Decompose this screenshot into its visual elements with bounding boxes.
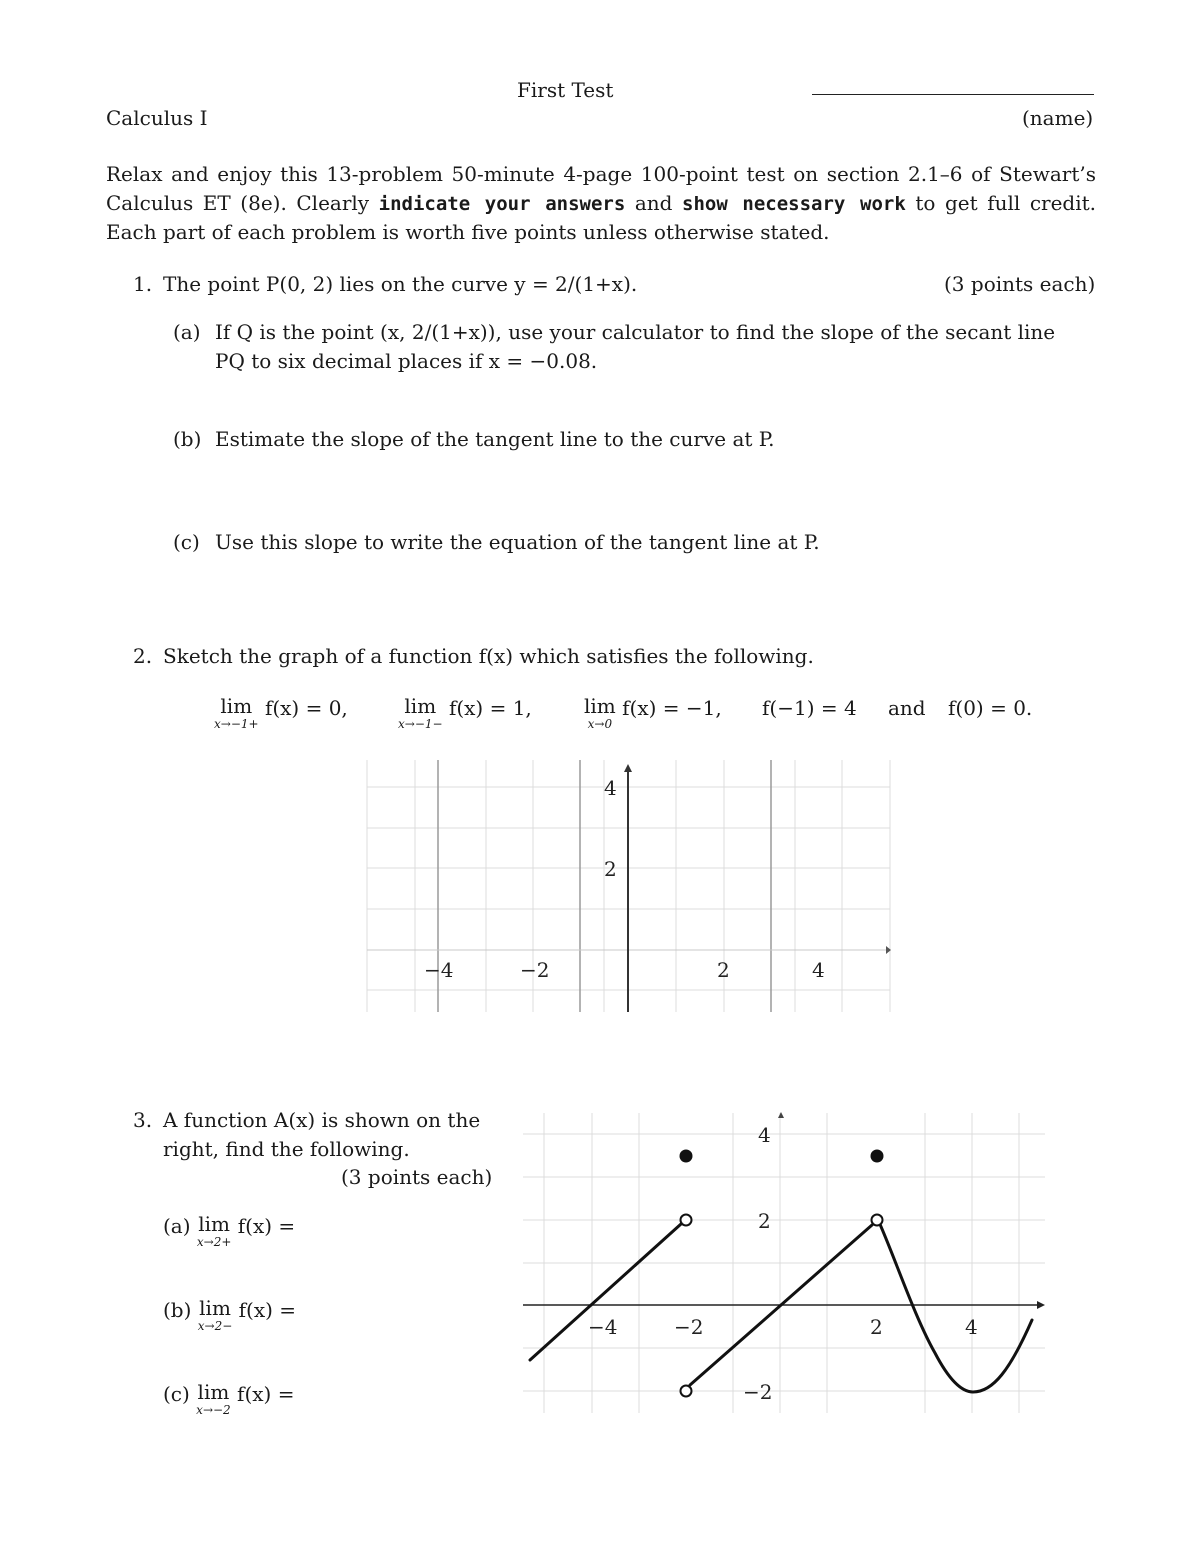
p3-x-tick-neg2: −2 — [674, 1315, 704, 1339]
problem-3-function-graph — [515, 1108, 1050, 1418]
problem-3-points: (3 points each) — [341, 1165, 493, 1189]
p2-x-tick-neg4: −4 — [424, 958, 454, 982]
limit-condition-1: lim x→−1+ f(x) = 0, — [214, 694, 348, 731]
limit-condition-3: lim x→0 f(x) = −1, — [584, 694, 722, 731]
problem-1-text: The point P(0, 2) lies on the curve y = 2/(1+x). — [163, 272, 638, 296]
problem-1a-line2: PQ to six decimal places if x = −0.08. — [215, 349, 598, 373]
p2-x-tick-neg2: −2 — [520, 958, 550, 982]
open-dot-neg2-2 — [681, 1215, 692, 1226]
problem-1c-label: (c) — [173, 530, 200, 554]
p2-x-tick-4: 4 — [812, 958, 825, 982]
y-axis-arrow-icon — [624, 764, 632, 772]
problem-3b: (b) lim x→2− f(x) = — [163, 1296, 297, 1333]
problem-1b-label: (b) — [173, 427, 202, 451]
segment-left — [530, 1224, 681, 1360]
bold-indicate-answers: indicate your answers — [378, 192, 626, 215]
filled-dot-neg2 — [680, 1150, 693, 1163]
problem-2-number: 2. — [133, 644, 153, 668]
p3-x-tick-2: 2 — [870, 1315, 883, 1339]
problem-1a-line1: If Q is the point (x, 2/(1+x)), use your calculator to find the slope of the secant line — [215, 320, 1056, 344]
open-dot-2-2 — [872, 1215, 883, 1226]
problem-1b-text: Estimate the slope of the tangent line to the curve at P. — [215, 427, 775, 451]
and-word: and — [888, 696, 926, 720]
test-title: First Test — [517, 78, 614, 102]
problem-2-sketch-grid[interactable] — [360, 760, 900, 1020]
p3-y-tick-neg2: −2 — [743, 1380, 773, 1404]
problem-1c-text: Use this slope to write the equation of the tangent line at P. — [215, 530, 820, 554]
problem-1-points: (3 points each) — [944, 272, 1096, 296]
p2-x-tick-2: 2 — [717, 958, 730, 982]
open-dot-neg2-neg2 — [681, 1386, 692, 1397]
bold-show-work: show necessary work — [682, 192, 906, 215]
instructions-paragraph: Relax and enjoy this 13-problem 50-minute 4-page 100-point test on section 2.1–6 of Stewart’s Calculus ET (8e). Clearly indicate your answers and show necessary work to get full credit. Each part of each problem is worth five points unless otherwise stated. — [106, 162, 1097, 244]
value-condition-f-0: f(0) = 0. — [948, 696, 1033, 720]
name-label: (name) — [1022, 106, 1094, 130]
problem-3a: (a) lim x→2+ f(x) = — [163, 1212, 296, 1249]
name-blank-line[interactable] — [812, 94, 1094, 95]
p3-y-tick-4: 4 — [758, 1123, 771, 1147]
problem-3c: (c) lim x→−2 f(x) = — [163, 1380, 295, 1417]
problem-3-line2: right, find the following. — [163, 1137, 410, 1161]
limit-condition-2: lim x→−1− f(x) = 1, — [398, 694, 532, 731]
problem-2-text: Sketch the graph of a function f(x) which satisfies the following. — [163, 644, 814, 668]
p2-y-tick-2: 2 — [604, 857, 617, 881]
p3-y-tick-2: 2 — [758, 1209, 771, 1233]
problem-1-number: 1. — [133, 272, 153, 296]
p3-x-tick-4: 4 — [965, 1315, 978, 1339]
problem-3-number: 3. — [133, 1108, 153, 1132]
course-name: Calculus I — [106, 106, 208, 130]
p2-y-tick-4: 4 — [604, 776, 617, 800]
y-axis-arrow-icon — [778, 1112, 784, 1118]
problem-3-line1: A function A(x) is shown on the — [163, 1108, 481, 1132]
x-axis-arrow-icon — [1037, 1301, 1045, 1309]
p3-x-tick-neg4: −4 — [588, 1315, 618, 1339]
filled-dot-2 — [871, 1150, 884, 1163]
problem-1a-label: (a) — [173, 320, 201, 344]
curve-right — [879, 1222, 1032, 1392]
value-condition-f-neg1: f(−1) = 4 — [762, 696, 857, 720]
